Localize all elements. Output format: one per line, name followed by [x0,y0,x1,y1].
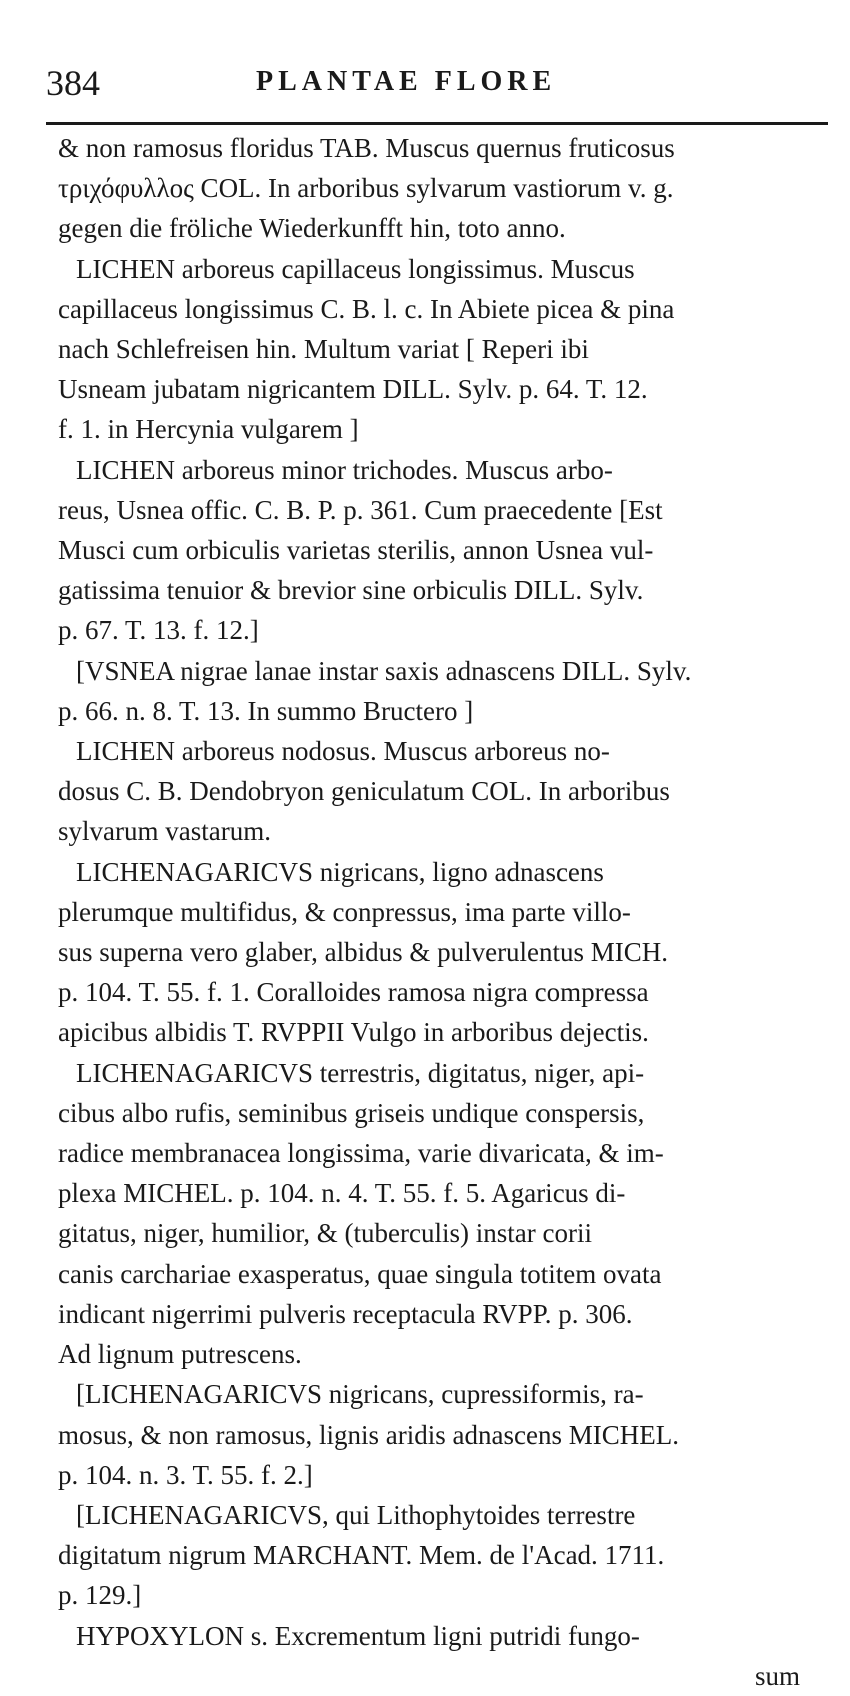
text-line: Usneam jubatam nigricantem DILL. Sylv. p. 64. T. 12. [58,374,648,405]
text-line: canis carchariae exasperatus, quae singula totitem ovata [58,1258,662,1289]
text-line: gatissima tenuior & brevior sine orbiculis DILL. Sylv. [58,575,644,606]
text-line: sum [754,1660,800,1691]
text-line: p. 104. n. 3. T. 55. f. 2.] [58,1459,313,1490]
text-line: & non ramosus floridus TAB. Muscus quernus fruticosus [58,133,675,163]
text-line: capillaceus longissimus C. B. l. c. In Abiete picea & pina [58,293,675,324]
body-text [58,128,812,1696]
text-line: plexa MICHEL. p. 104. n. 4. T. 55. f. 5. Agaricus di- [58,1178,626,1209]
text-line: f. 1. in Hercynia vulgarem ] [58,414,359,445]
page-number: 384 [46,63,100,103]
text-line: [LICHENAGARICVS nigricans, cupressiformis, ra- [76,1379,644,1410]
text-line: HYPOXYLON s. Excrementum ligni putridi fungo- [76,1620,640,1651]
text-line: LICHENAGARICVS nigricans, ligno adnascens [76,856,604,887]
text-line: apicibus albidis T. RVPPII Vulgo in arboribus dejectis. [58,1017,649,1048]
text-line: Musci cum orbiculis varietas sterilis, annon Usnea vul- [58,535,654,566]
text-line: plerumque multifidus, & conpressus, ima parte villo- [58,896,631,927]
text-line: p. 67. T. 13. f. 12.] [58,615,259,646]
text-line: cibus albo rufis, seminibus griseis undique conspersis, [58,1097,645,1128]
page-header [46,62,826,114]
text-line: reus, Usnea offic. C. B. P. p. 361. Cum praecedente [Est [58,494,663,525]
text-line: digitatum nigrum MARCHANT. Mem. de l'Acad. 1711. [58,1540,665,1571]
text-line: LICHENAGARICVS terrestris, digitatus, niger, api- [76,1057,645,1088]
text-line: indicant nigerrimi pulveris receptacula RVPP. p. 306. [58,1298,633,1329]
text-line: nach Schlefreisen hin. Multum variat [ Reperi ibi [58,334,589,365]
text-line: p. 66. n. 8. T. 13. In summo Bructero ] [58,695,474,726]
text-line: τριχόφυλλος COL. In arboribus sylvarum vastiorum v. g. [58,173,674,204]
running-title: PLANTAE FLORE [256,66,557,97]
text-line: gegen die fröliche Wiederkunfft hin, toto anno. [58,213,566,244]
text-line: mosus, & non ramosus, lignis aridis adnascens MICHEL. [58,1419,679,1450]
text-line: dosus C. B. Dendobryon geniculatum COL. In arboribus [58,776,670,807]
header-rule [46,122,828,125]
text-line: radice membranacea longissima, varie divaricata, & im- [58,1138,664,1169]
text-line: [LICHENAGARICVS, qui Lithophytoides terrestre [76,1499,636,1530]
text-line: Ad lignum putrescens. [58,1339,302,1370]
text-line: LICHEN arboreus minor trichodes. Muscus arbo- [76,454,613,485]
text-line: p. 104. T. 55. f. 1. Coralloides ramosa nigra compressa [58,977,649,1008]
text-line: p. 129.] [58,1580,142,1611]
text-line: LICHEN arboreus nodosus. Muscus arboreus no- [76,736,610,767]
text-line: LICHEN arboreus capillaceus longissimus. Muscus [76,253,635,284]
text-line: [VSNEA nigrae lanae instar saxis adnascens DILL. Sylv. [76,655,692,686]
text-line: gitatus, niger, humilior, & (tuberculis) instar corii [58,1218,592,1249]
text-line: sylvarum vastarum. [58,816,271,847]
text-line: sus superna vero glaber, albidus & pulverulentus MICH. [58,937,669,968]
